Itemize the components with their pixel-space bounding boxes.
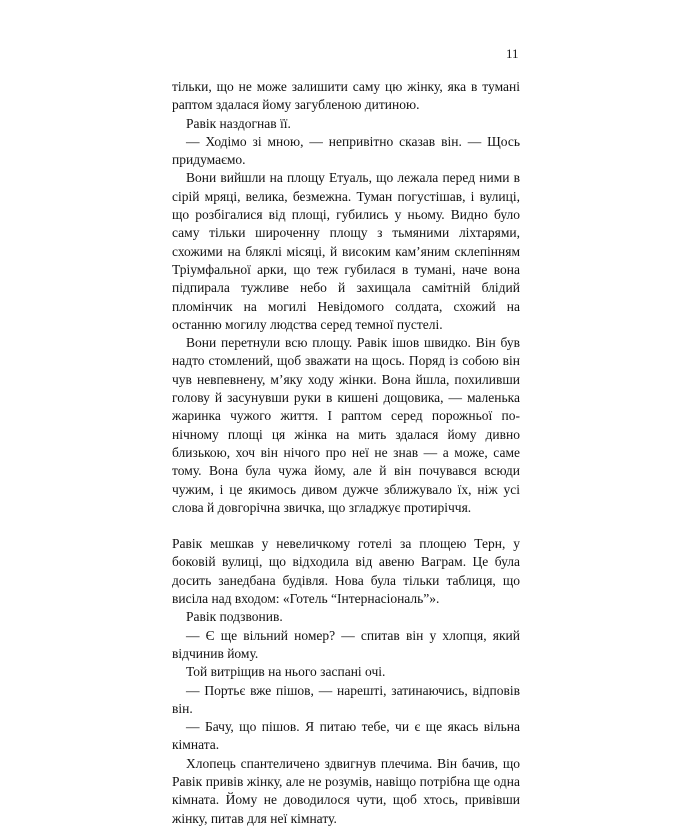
body-text — [172, 78, 520, 828]
page-number: 11 — [506, 46, 519, 61]
paragraph: — Ходімо зі мною, — непривітно сказав він. — Щось придумаємо. — [172, 133, 520, 168]
paragraph: — Є ще вільний номер? — спитав він у хлопця, який відчинив йому. — [172, 627, 520, 661]
paragraph: Равік мешкав у невеличкому готелі за площею Терн, у боковій вулиці, що відходила від авеню Ваграм. Це була досить занедбана будівля. Нова була тільки таблиця, що висіла над входом: «Готель “Інтернасіональ”». — [172, 536, 520, 607]
paragraph: — Бачу, що пішов. Я питаю тебе, чи є ще якась вільна кімната. — [172, 719, 520, 753]
paragraph: Равік подзвонив. — [186, 609, 283, 625]
paragraph: Равік наздогнав її. — [186, 115, 291, 131]
paragraph: Хлопець спантеличено здвигнув плечима. Він бачив, що Равік привів жінку, але не розумів, навіщо потрібна ще одна кімната. Йому не доводилося чути, щоб хтось, привівши жінку, питав для неї кімнату. — [172, 755, 520, 826]
paragraph: Вони вийшли на площу Етуаль, що лежала перед ними в сірій мряці, велика, безмежна. Туман погустішав, і вулиці, що розбігалися від площі, губились у ньому. Видно було саму тільки широченну площу з тьмяними ліхтарями, схожими на бляклі місяці, й високим кам’яним склепінням Тріумфальної арки, що теж губилася в тумані, наче вона підпирала тужливе небо й захищала самітній блідий пломінчик на могилі Невідомого солдата, схожий на останню могилу людства серед темної пустелі. — [172, 170, 520, 332]
paragraph: Вони перетнули всю площу. Равік ішов швидко. Він був надто стомлений, щоб зважати на щось. Поряд із собою він чув невпевнену, м’яку ходу жінки. Вона йшла, похиливши голову й засунувши руки в кишені дощовика, — маленька жаринка чужого життя. І раптом серед порожньої по-нічному площі ця жінка на мить здалася йому дивно близькою, хоч він нічого про неї не знав — а може, саме тому. Вона була чужа йому, але й він почувався всюди чужим, і це якимось дивом дужче зближувало їх, ніж усі слова й довгорічна звичка, що згладжує протиріччя. — [172, 335, 520, 515]
paragraph: тільки, що не може залишити саму цю жінку, яка в тумані раптом здалася йому загубленою дитиною. — [172, 79, 520, 113]
paragraph: — Портьє вже пішов, — нарешті, затинаючись, відповів він. — [172, 682, 520, 716]
paragraph: Той витріщив на нього заспані очі. — [186, 664, 386, 680]
